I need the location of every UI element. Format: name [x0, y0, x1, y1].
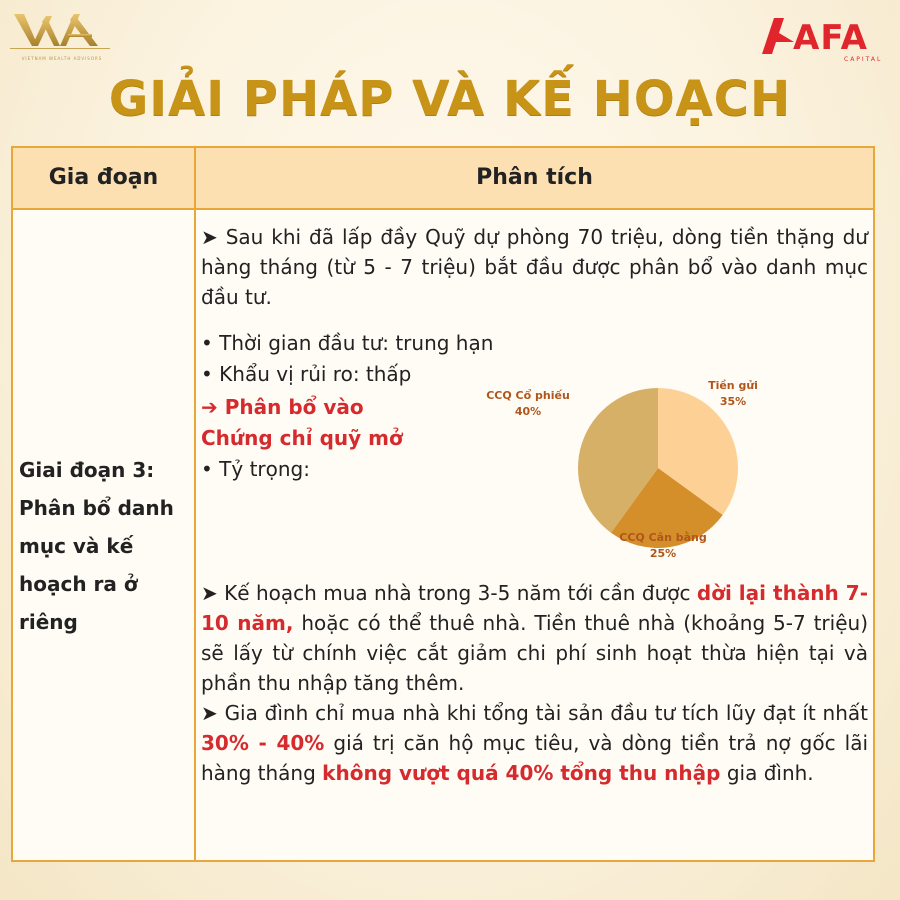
- para3-part-a: ➤ Gia đình chỉ mua nhà khi tổng tài sản đầu tư tích lũy đạt ít nhất: [201, 701, 868, 725]
- afa-logo-text: AFA: [793, 18, 868, 58]
- pie-label-deposit-value: 35%: [719, 395, 747, 408]
- header-stage: Gia đoạn: [13, 148, 196, 208]
- vwa-logo-text: VIETNAM WEALTH ADVISORS: [21, 56, 103, 61]
- table-header: [13, 148, 873, 210]
- para2-part-a: ➤ Kế hoạch mua nhà trong 3-5 năm tới cần được: [201, 581, 697, 605]
- bullet-weights: • Tỷ trọng:: [201, 457, 310, 481]
- allocation-pie-chart: [463, 364, 763, 574]
- highlight-allocate: ➔ Phân bổ vào: [201, 395, 364, 419]
- para2-highlight: dời lại thành 7-10 năm,: [201, 581, 869, 635]
- bullet-risk: • Khẩu vị rủi ro: thấp: [201, 362, 412, 386]
- bullet-horizon: • Thời gian đầu tư: trung hạn: [201, 331, 494, 355]
- header-analysis: Phân tích: [476, 165, 593, 190]
- highlight-fund: Chứng chỉ quỹ mở: [201, 426, 403, 450]
- vwa-logo: [8, 8, 112, 62]
- wa-monogram-icon: [8, 8, 112, 54]
- pie-label-deposit: [703, 378, 763, 410]
- analysis-paragraph-1: ➤ Sau khi đã lấp đầy Quỹ dự phòng 70 triệu, dòng tiền thặng dư hàng tháng (từ 5 - 7 triệu) bắt đầu được phân bổ vào danh mục đầu tư.: [201, 225, 868, 309]
- afa-arrow-icon: [760, 12, 796, 56]
- page-title: GIẢI PHÁP VÀ KẾ HOẠCH: [108, 71, 792, 127]
- pie-label-stocks-value: 40%: [514, 405, 542, 418]
- pie-label-balanced-value: 25%: [649, 547, 677, 560]
- afa-logo: [760, 12, 885, 64]
- pie-label-stocks: [483, 388, 573, 420]
- analysis-table: [11, 146, 875, 862]
- pie-label-balanced: [613, 530, 713, 562]
- pie-label-deposit-name: Tiền gửi: [708, 379, 758, 392]
- para3-part-e: gia đình.: [720, 761, 814, 785]
- para3-highlight-limit: không vượt quá 40% tổng thu nhập: [322, 761, 721, 785]
- para2-part-c: hoặc có thể thuê nhà. Tiền thuê nhà (khoảng 5-7 triệu) sẽ lấy từ chính việc cắt giảm chi phí sinh hoạt thừa hiện tại và phần thu nhập tăng thêm.: [201, 611, 868, 695]
- stage-cell: Giai đoạn 3: Phân bổ danh mục và kế hoạch ra ở riêng: [19, 458, 174, 634]
- analysis-paragraph-2: [201, 578, 868, 788]
- column-divider: [194, 208, 196, 862]
- pie-label-stocks-name: CCQ Cổ phiếu: [486, 389, 570, 402]
- pie-label-balanced-name: CCQ Cân bằng: [619, 531, 707, 544]
- para3-highlight-percent: 30% - 40%: [201, 731, 325, 755]
- para3-part-c: giá trị căn hộ mục tiêu, và dòng tiền trả nợ gốc lãi hàng tháng: [201, 731, 869, 785]
- afa-logo-subtext: CAPITAL: [844, 56, 883, 63]
